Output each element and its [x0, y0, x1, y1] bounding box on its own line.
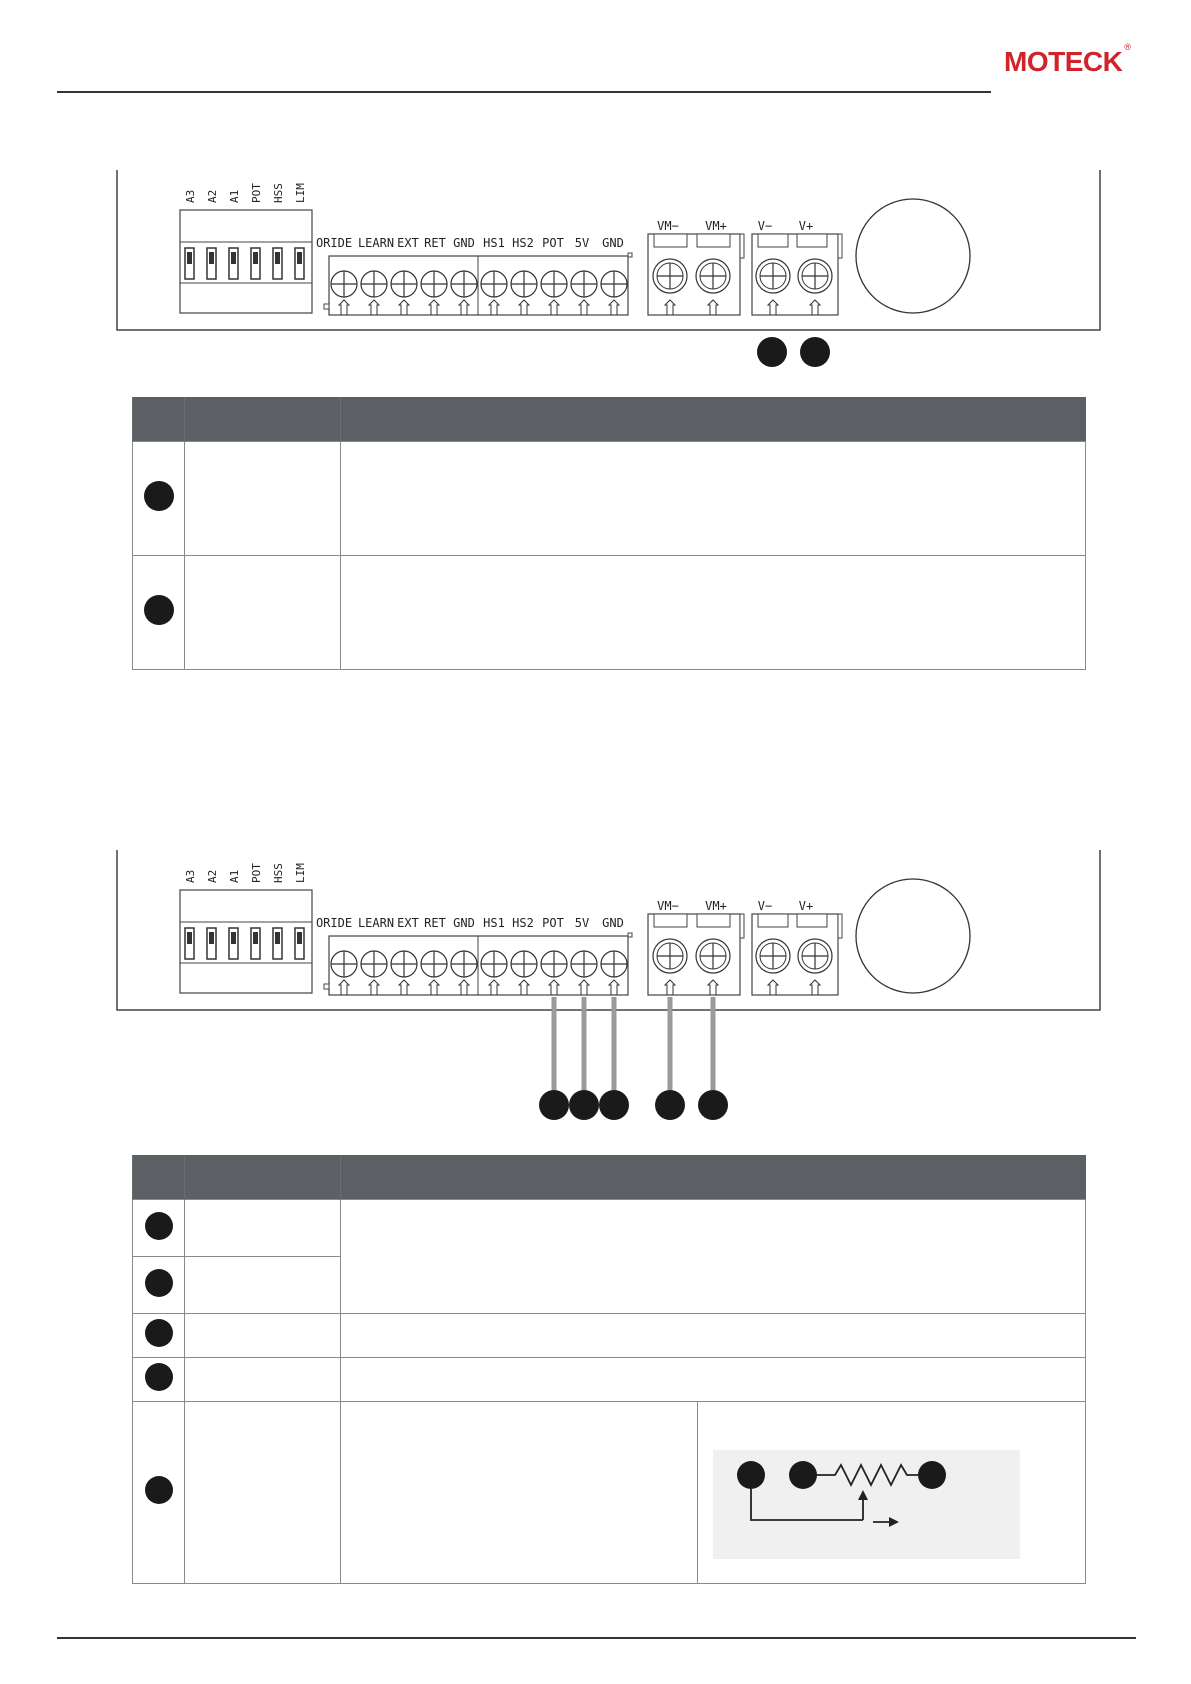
terminal-label-5v: 5V [574, 236, 590, 250]
callout-dot [144, 595, 174, 625]
schematic-node-1 [737, 1461, 765, 1489]
terminal-label-oride: ORIDE [315, 236, 353, 250]
table-row [133, 1358, 1086, 1402]
terminal-label-gnd2: GND [602, 236, 624, 250]
dip-label-a3: A3 [184, 189, 197, 203]
resistor-symbol [817, 1465, 918, 1485]
round-connector [856, 879, 970, 993]
terminal-label-ret: RET [424, 916, 446, 930]
terminal-label-ret: RET [424, 236, 446, 250]
feedback-line [751, 1489, 863, 1520]
motor-label-vm-plus: VM+ [705, 899, 727, 913]
schematic-node-2 [789, 1461, 817, 1489]
dip-label-a1: A1 [228, 869, 241, 883]
power-label-v-minus: V− [757, 899, 773, 913]
power-connection-table [132, 397, 1086, 670]
table-row [133, 1200, 1086, 1257]
dip-label-pot: POT [250, 863, 263, 883]
motor-label-vm-minus: VM− [657, 899, 679, 913]
control-panel-diagram-2 [0, 840, 1191, 1125]
schematic-node-3 [918, 1461, 946, 1489]
callout-pot [539, 1090, 569, 1120]
terminal-label-pot: POT [542, 916, 564, 930]
terminal-label-ext: EXT [397, 236, 419, 250]
power-label-v-plus: V+ [798, 899, 814, 913]
wire-leads [554, 997, 713, 1090]
dip-label-lim: LIM [294, 863, 307, 883]
dip-label-a2: A2 [206, 869, 219, 883]
table-row [133, 556, 1086, 670]
control-panel-diagram-1 [0, 160, 1191, 370]
dip-label-a1: A1 [228, 189, 241, 203]
table-header-row [133, 1155, 1086, 1200]
terminal-label-hs1: HS1 [483, 236, 505, 250]
callout-dot [145, 1269, 173, 1297]
logo-text: MOTECK [1004, 46, 1123, 77]
terminal-label-hs2: HS2 [512, 916, 534, 930]
callout-vm-plus [698, 1090, 728, 1120]
footer-rule [57, 1637, 1136, 1639]
callout-dot [145, 1319, 173, 1347]
terminal-label-5v: 5V [574, 916, 590, 930]
dip-label-pot: POT [250, 183, 263, 203]
callout-vm-minus [655, 1090, 685, 1120]
round-connector [856, 199, 970, 313]
table-row [133, 442, 1086, 556]
potentiometer-schematic [713, 1450, 1020, 1559]
dip-label-a2: A2 [206, 189, 219, 203]
dip-switch-block [180, 210, 312, 313]
header-rule [57, 91, 991, 93]
terminal-label-oride: ORIDE [315, 916, 353, 930]
callout-v-plus [800, 337, 830, 367]
dip-label-hss: HSS [272, 183, 285, 203]
terminal-label-hs2: HS2 [512, 236, 534, 250]
terminal-label-ext: EXT [397, 916, 419, 930]
motor-label-vm-minus: VM− [657, 219, 679, 233]
terminal-label-learn: LEARN [357, 916, 395, 930]
callout-5v [569, 1090, 599, 1120]
terminal-label-gnd: GND [453, 236, 475, 250]
callout-v-minus [757, 337, 787, 367]
dip-switch-block [180, 890, 312, 993]
callout-gnd [599, 1090, 629, 1120]
dip-label-a3: A3 [184, 869, 197, 883]
power-label-v-plus: V+ [798, 219, 814, 233]
callout-dot [145, 1212, 173, 1240]
callout-dot [145, 1476, 173, 1504]
moteck-logo [1004, 42, 1131, 78]
dip-label-lim: LIM [294, 183, 307, 203]
terminal-label-hs1: HS1 [483, 916, 505, 930]
table-row [133, 1314, 1086, 1358]
terminal-label-pot: POT [542, 236, 564, 250]
registered-mark: ® [1124, 42, 1131, 52]
terminal-label-gnd2: GND [602, 916, 624, 930]
callout-dot [144, 481, 174, 511]
table-header-row [133, 397, 1086, 442]
terminal-label-learn: LEARN [357, 236, 395, 250]
terminal-label-gnd: GND [453, 916, 475, 930]
power-label-v-minus: V− [757, 219, 773, 233]
callout-dot [145, 1363, 173, 1391]
motor-label-vm-plus: VM+ [705, 219, 727, 233]
dip-label-hss: HSS [272, 863, 285, 883]
